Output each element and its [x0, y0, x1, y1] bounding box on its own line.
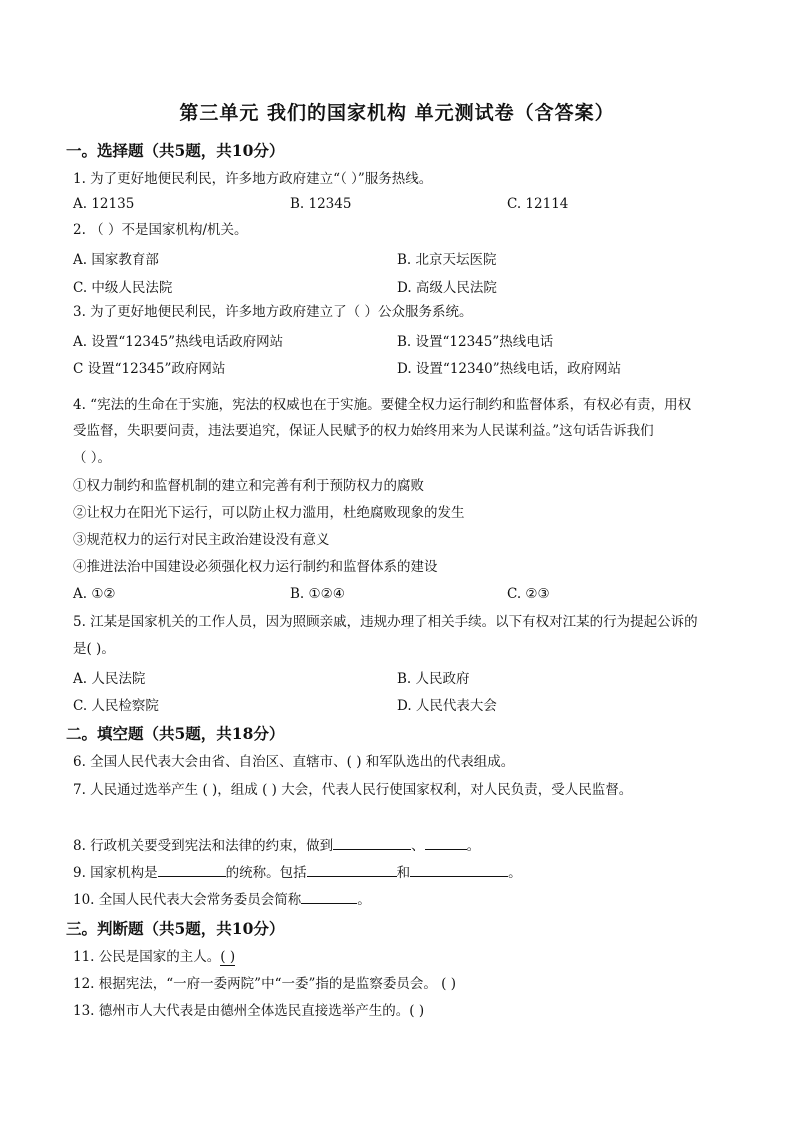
- section-heading-choice: 一。选择题（共5题，共10分）: [66, 141, 285, 160]
- question-4-stem-line2: 受监督，失职要问责，违法要追究，保证人民赋予的权力始终用来为人民谋利益。”这句话告诉我们: [73, 423, 654, 439]
- question-2-option-d: D. 高级人民法院: [397, 280, 497, 296]
- question-4-stem-line1: 4. “宪法的生命在于实施，宪法的权威也在于实施。要健全权力运行制约和监督体系，有权必有责，用权: [73, 397, 692, 413]
- question-8-separator: 、: [411, 838, 425, 854]
- question-1-stem: 1. 为了更好地便民利民，许多地方政府建立“（ ）”服务热线。: [73, 171, 433, 187]
- question-10-text: 10. 全国人民代表大会常务委员会简称: [73, 892, 302, 908]
- question-1-option-a: A. 12135: [73, 196, 135, 212]
- question-13: 13. 德州市人大代表是由德州全体选民直接选举产生的。( ): [73, 1003, 425, 1019]
- section-heading-fill-in: 二。填空题（共5题，共18分）: [66, 724, 285, 743]
- question-11: [73, 948, 235, 966]
- question-3-option-c: C 设置“12345”政府网站: [73, 361, 226, 377]
- question-2-option-c: C. 中级人民法院: [73, 280, 173, 296]
- question-11-text: 11. 公民是国家的主人。: [73, 949, 221, 965]
- question-8: [73, 835, 480, 855]
- question-9-and: 和: [396, 865, 411, 881]
- question-4-statement-1: ①权力制约和监督机制的建立和完善有利于预防权力的腐败: [73, 478, 424, 494]
- question-4-option-b: B. ①②④: [290, 586, 345, 602]
- question-3-stem: 3. 为了更好地便民利民，许多地方政府建立了（ ）公众服务系统。: [73, 304, 473, 320]
- question-4-statement-4: ④推进法治中国建设必须强化权力运行制约和监督体系的建设: [73, 559, 438, 575]
- question-4-stem-line3: （ ）。: [73, 450, 112, 466]
- question-3-option-b: B. 设置“12345”热线电话: [397, 334, 554, 350]
- answer-blank[interactable]: [425, 835, 467, 850]
- question-2-option-a: A. 国家教育部: [73, 252, 159, 268]
- question-8-text: 8. 行政机关要受到宪法和法律的约束，做到: [73, 838, 334, 854]
- question-2-option-b: B. 北京天坛医院: [397, 252, 497, 268]
- question-1-option-b: B. 12345: [290, 196, 352, 212]
- question-9-mid: 的统称。包括: [225, 865, 307, 881]
- question-9: [73, 862, 522, 882]
- answer-blank[interactable]: [410, 862, 508, 877]
- question-5-option-d: D. 人民代表大会: [397, 698, 497, 714]
- question-5-option-c: C. 人民检察院: [73, 698, 159, 714]
- page-title: 第三单元 我们的国家机构 单元测试卷（含答案）: [179, 102, 615, 124]
- question-5-option-a: A. 人民法院: [73, 671, 146, 687]
- question-3-option-a: A. 设置“12345”热线电话政府网站: [73, 334, 284, 350]
- answer-blank[interactable]: [301, 889, 357, 904]
- question-4-option-c: C. ②③: [507, 586, 550, 602]
- question-2-stem: 2. （ ）不是国家机构/机关。: [73, 222, 248, 238]
- question-1-option-c: C. 12114: [507, 196, 569, 212]
- question-10: [73, 889, 371, 909]
- answer-blank[interactable]: ( ): [220, 949, 236, 965]
- question-9-end: 。: [508, 865, 522, 881]
- question-4-statement-3: ③规范权力的运行对民主政治建设没有意义: [73, 532, 330, 548]
- question-8-end: 。: [466, 838, 481, 854]
- question-9-text: 9. 国家机构是: [73, 865, 158, 881]
- question-7: 7. 人民通过选举产生 ( )，组成 ( ) 大会，代表人民行使国家权利，对人民负责，受人民监督。: [73, 782, 633, 798]
- question-4-statement-2: ②让权力在阳光下运行，可以防止权力滥用，杜绝腐败现象的发生: [73, 505, 465, 521]
- question-5-option-b: B. 人民政府: [397, 671, 470, 687]
- question-12: 12. 根据宪法，“一府一委两院”中“一委”指的是监察委员会。 ( ): [73, 976, 456, 992]
- answer-blank[interactable]: [333, 835, 411, 850]
- question-5-stem-line2: 是( )。: [73, 641, 115, 657]
- question-10-end: 。: [357, 892, 371, 908]
- section-heading-true-false: 三。判断题（共5题，共10分）: [66, 919, 285, 938]
- answer-blank[interactable]: [158, 862, 226, 877]
- question-6: 6. 全国人民代表大会由省、自治区、直辖市、( ) 和军队选出的代表组成。: [73, 754, 515, 770]
- answer-blank[interactable]: [307, 862, 397, 877]
- question-5-stem-line1: 5. 江某是国家机关的工作人员，因为照顾亲戚，违规办理了相关手续。以下有权对江某的行为提起公诉的: [73, 614, 698, 630]
- question-4-option-a: A. ①②: [73, 586, 116, 602]
- question-3-option-d: D. 设置“12340”热线电话，政府网站: [397, 361, 622, 377]
